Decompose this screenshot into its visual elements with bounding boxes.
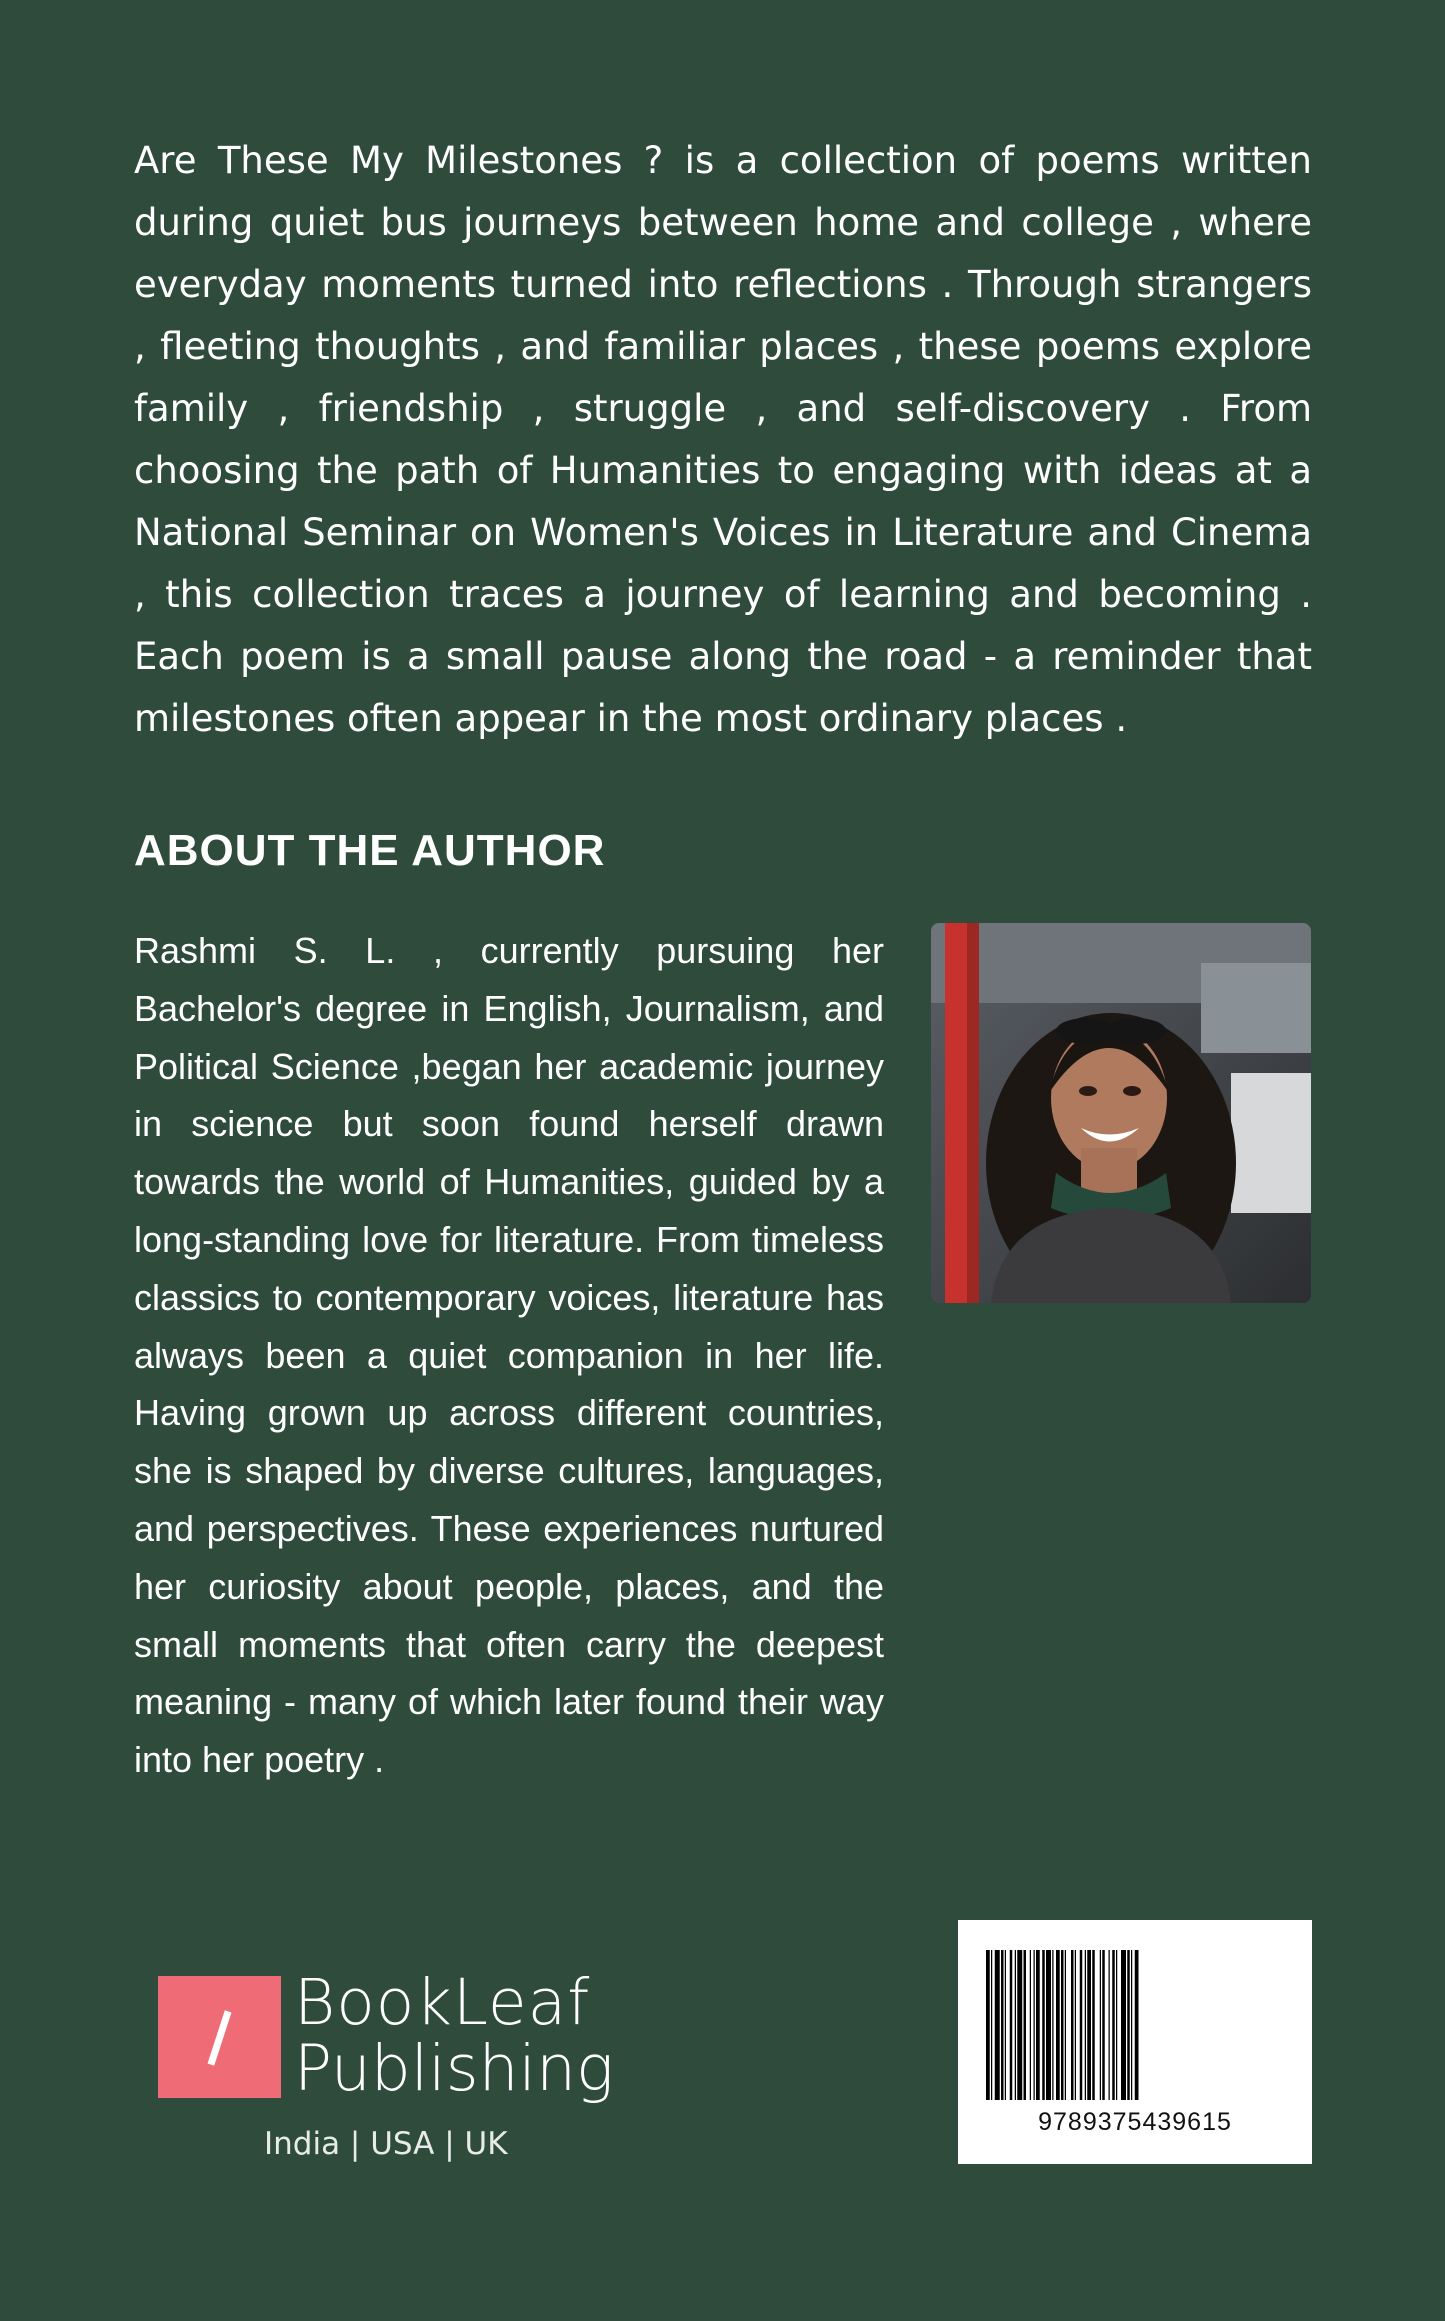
publisher-name-line1: BookLeaf	[294, 1966, 591, 2039]
publisher-name-line2: Publishing	[294, 2032, 614, 2105]
author-photo	[931, 923, 1311, 1303]
barcode-icon	[986, 1950, 1284, 2100]
author-bio: Rashmi S. L. , currently pursuing her Bachelor's degree in English, Journalism, and Political Science ,began her academic journey in science but soon found herself drawn towards the world of Humanities, guided by a long-standing love for literature. From timeless classics to contemporary voices, literature has always been a quiet companion in her life. Having grown up across different countries, she is shaped by diverse cultures, languages, and perspectives. These experiences nurtured her curiosity about people, places, and the small moments that often carry the deepest meaning - many of which later found their way into her poetry .	[134, 930, 884, 1781]
publisher-logo	[158, 1966, 614, 2170]
isbn-number: 9789375439615	[1038, 2108, 1232, 2136]
publisher-regions: India | USA | UK	[264, 2126, 508, 2162]
book-blurb: Are These My Milestones ? is a collection of poems written during quiet bus journeys between home and college , where everyday moments turned into reflections . Through strangers , fleeting thoughts , and familiar places , these poems explore family , friendship , struggle , and self-discovery . From choosing the path of Humanities to engaging with ideas at a National Seminar on Women's Voices in Literature and Cinema , this collection traces a journey of learning and becoming . Each poem is a small pause along the road - a reminder that milestones often appear in the most ordinary places .	[134, 139, 1312, 740]
publisher-logo-mark	[158, 1976, 281, 2098]
about-author-heading: ABOUT THE AUTHOR	[134, 826, 606, 875]
isbn-barcode	[958, 1920, 1312, 2164]
